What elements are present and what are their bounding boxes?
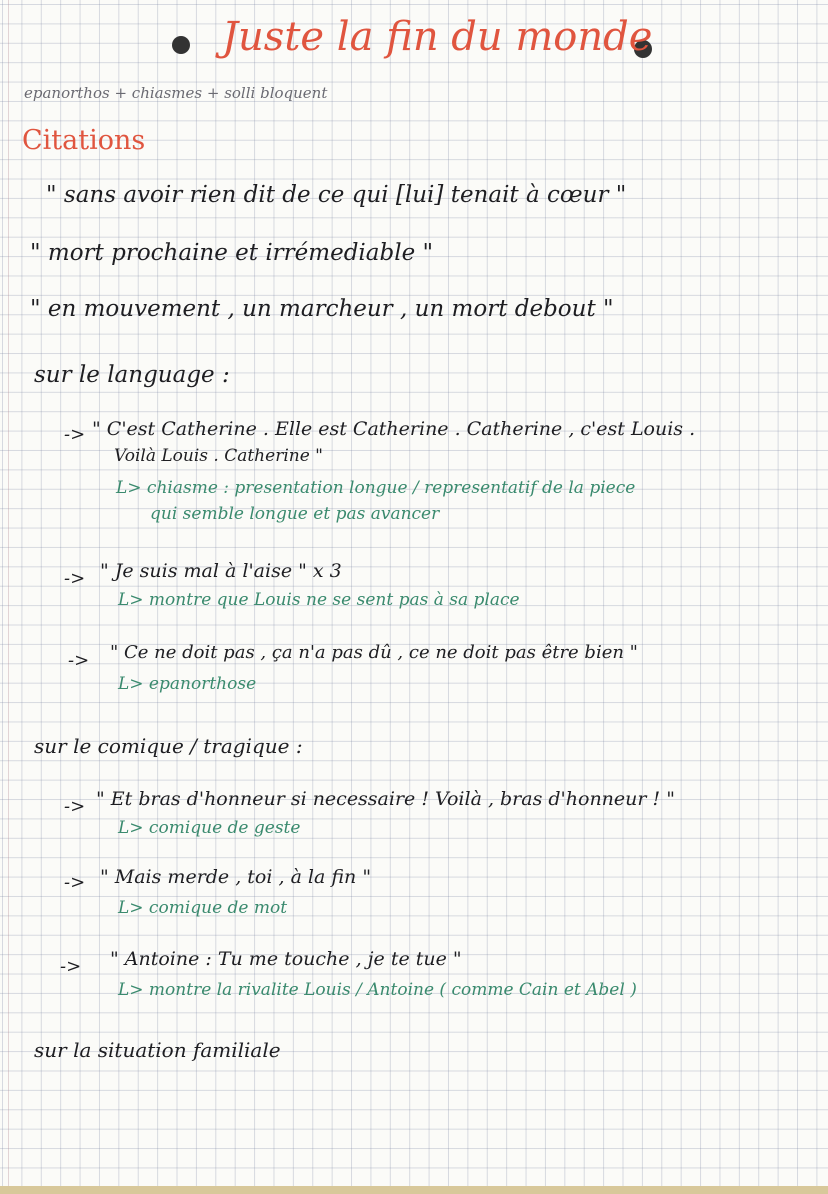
page-title: Juste la fin du monde [222, 14, 653, 60]
comic-note-2: L> comique de mot [118, 898, 288, 918]
language-note-3: L> epanorthose [118, 674, 257, 694]
language-quote-1-line-1: " C'est Catherine . Elle est Catherine . Catherine , c'est Louis . [92, 418, 696, 440]
quote-1: " sans avoir rien dit de ce qui [lui] tenait à cœur " [46, 182, 627, 208]
arrow-1: -> [64, 424, 86, 445]
quote-2: " mort prochaine et irrémediable " [30, 240, 434, 266]
comic-note-1: L> comique de geste [118, 818, 301, 838]
comic-note-3: L> montre la rivalite Louis / Antoine ( comme Cain et Abel ) [118, 980, 637, 1000]
heading-family: sur la situation familiale [34, 1038, 281, 1062]
comic-quote-2: " Mais merde , toi , à la fin " [100, 866, 372, 888]
language-quote-2: " Je suis mal à l'aise " x 3 [100, 560, 342, 582]
arrow-2: -> [64, 568, 86, 589]
arrow-4: -> [64, 796, 86, 817]
page-subtitle: epanorthos + chiasmes + solli bloquent [24, 84, 328, 102]
heading-comic: sur le comique / tragique : [34, 734, 303, 758]
heading-language: sur le language : [34, 362, 230, 388]
margin-line [8, 0, 9, 1194]
language-quote-3: " Ce ne doit pas , ça n'a pas dû , ce ne doit pas être bien " [110, 642, 638, 663]
punch-hole-left [172, 36, 190, 54]
page-bottom-edge [0, 1186, 828, 1194]
quote-3: " en mouvement , un marcheur , un mort debout " [30, 296, 614, 322]
language-note-1-line-1: L> chiasme : presentation longue / representatif de la piece [116, 478, 636, 498]
comic-quote-1: " Et bras d'honneur si necessaire ! Voilà , bras d'honneur ! " [96, 788, 675, 810]
section-heading-citations: Citations [22, 125, 146, 156]
language-note-2: L> montre que Louis ne se sent pas à sa place [118, 590, 520, 610]
arrow-6: -> [60, 956, 82, 977]
comic-quote-3: " Antoine : Tu me touche , je te tue " [110, 948, 462, 970]
arrow-3: -> [68, 650, 90, 671]
language-quote-1-line-2: Voilà Louis . Catherine " [114, 446, 323, 466]
language-note-1-line-2: qui semble longue et pas avancer [150, 504, 440, 524]
arrow-5: -> [64, 872, 86, 893]
